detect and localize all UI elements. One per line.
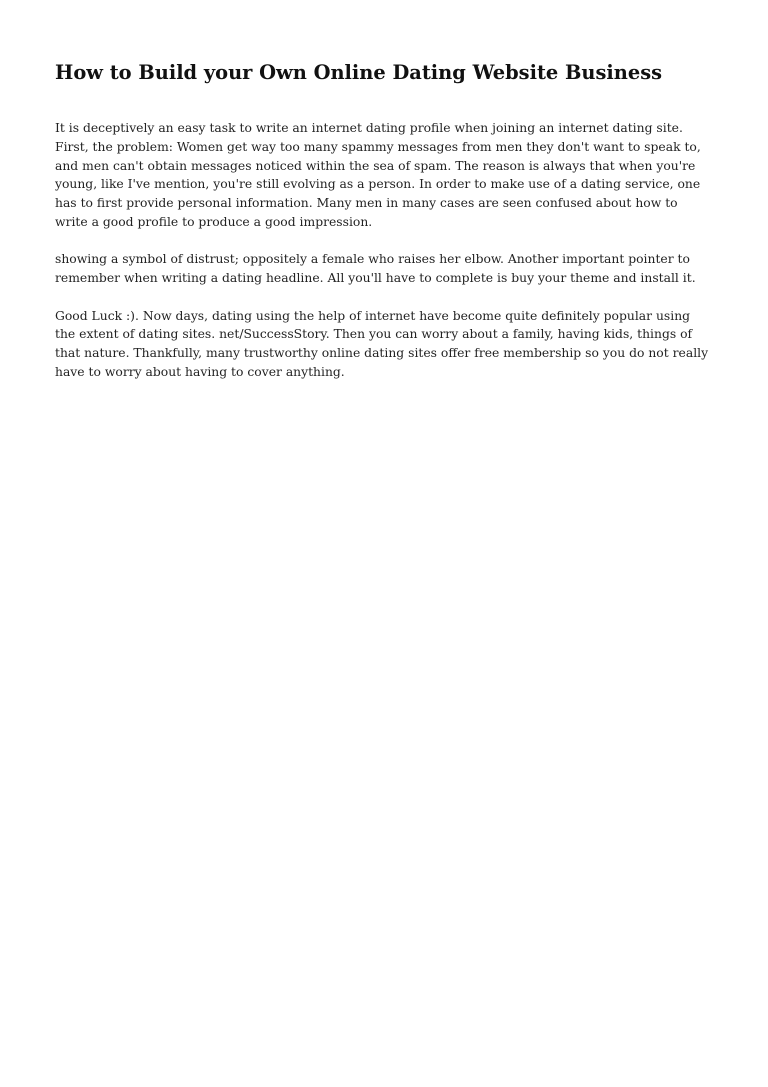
paragraph-2: showing a symbol of distrust; oppositely a female who raises her elbow. Another important pointer to remember when writing a dating headline. All you'll have to complete is buy your theme and install it.	[55, 252, 696, 286]
document-title: How to Build your Own Online Dating Website Business	[55, 61, 663, 84]
paragraph-3: Good Luck :). Now days, dating using the help of internet have become quite definitely popular using the extent of dating sites. net/SuccessStory. Then you can worry about a family, having kids, things of that nature. Thankfully, many trustworthy online dating sites offer free membership so you do not really have to worry about having to cover anything.	[55, 308, 709, 379]
paragraph-1: It is deceptively an easy task to write an internet dating profile when joining an internet dating site. First, the problem: Women get way too many spammy messages from men they don't want to speak to, and men can't obtain messages noticed within the sea of spam. The reason is always that when you're young, like I've mention, you're still evolving as a person. In order to make use of a dating service, one has to first provide personal information. Many men in many cases are seen confused about how to write a good profile to produce a good impression.	[55, 121, 701, 229]
